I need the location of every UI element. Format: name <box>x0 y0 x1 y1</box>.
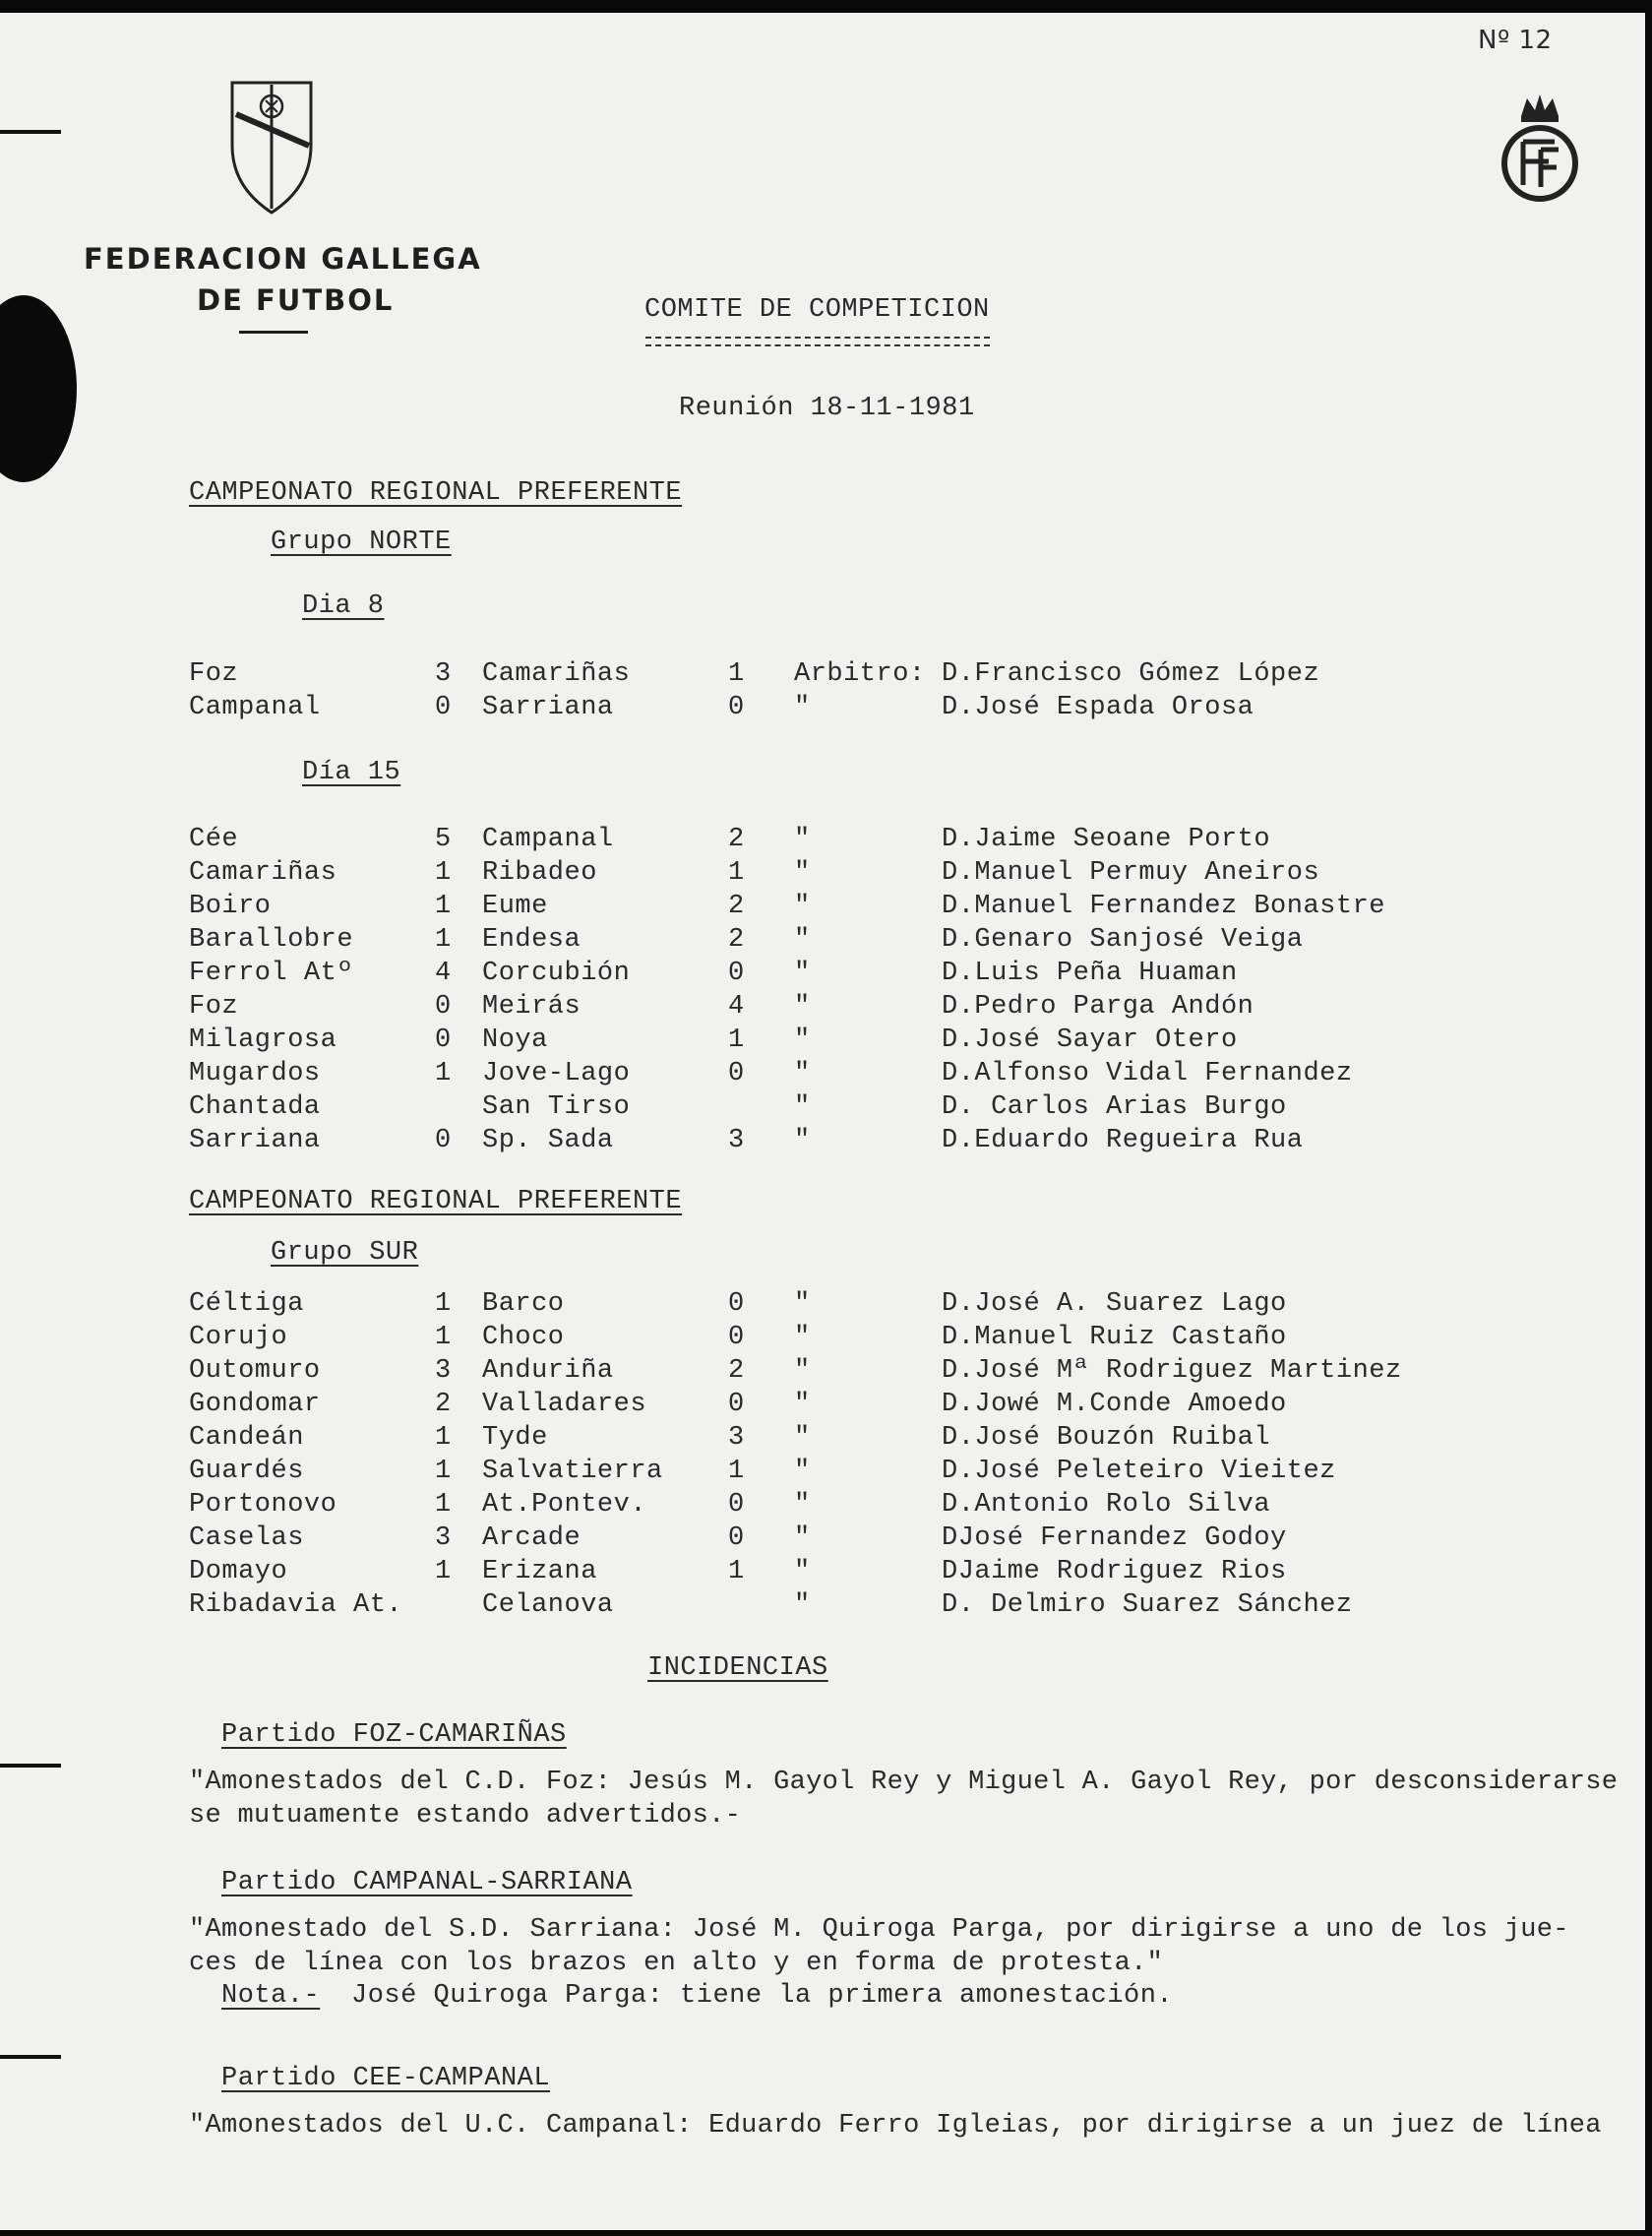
home-team: Boiro <box>189 892 272 921</box>
away-team: At.Pontev. <box>482 1490 647 1520</box>
referee-separator: " <box>794 1423 811 1453</box>
scan-border-top <box>0 0 1652 13</box>
away-score: 2 <box>728 892 745 921</box>
referee-name: D.José Sayar Otero <box>942 1025 1238 1055</box>
referee-separator: " <box>794 1126 811 1155</box>
referee-name: D.Manuel Permuy Aneiros <box>942 858 1320 888</box>
away-score: 0 <box>728 1490 745 1520</box>
away-team: Valladares <box>482 1390 647 1419</box>
away-score: 2 <box>728 825 745 854</box>
referee-name: D.Manuel Ruiz Castaño <box>942 1323 1287 1352</box>
home-score: 3 <box>435 659 452 689</box>
home-score: 1 <box>435 892 452 921</box>
home-score: 1 <box>435 858 452 888</box>
incident-note-label: Nota.- <box>221 1981 321 2011</box>
incident-heading: Partido CAMPANAL-SARRIANA <box>221 1868 633 1897</box>
home-team: Campanal <box>189 693 321 722</box>
home-score: 1 <box>435 1423 452 1453</box>
referee-name: D.Pedro Parga Andón <box>942 992 1254 1022</box>
incident-heading: Partido FOZ-CAMARIÑAS <box>221 1720 567 1750</box>
home-team: Cée <box>189 825 239 854</box>
referee-name: D.José Bouzón Ruibal <box>942 1423 1271 1453</box>
home-team: Ribadavia At. <box>189 1590 403 1620</box>
incident-heading: Partido CEE-CAMPANAL <box>221 2064 551 2093</box>
referee-separator: " <box>794 1092 811 1122</box>
home-score: 0 <box>435 992 452 1022</box>
referee-separator: " <box>794 1490 811 1520</box>
home-score: 4 <box>435 959 452 988</box>
referee-separator: " <box>794 959 811 988</box>
scan-border-right <box>1645 0 1652 2236</box>
referee-separator: " <box>794 1025 811 1055</box>
title-double-rule <box>645 337 990 346</box>
away-score: 2 <box>728 1356 745 1386</box>
incident-text: "Amonestados del C.D. Foz: Jesús M. Gayol Rey y Miguel A. Gayol Rey, por desconsiderarse se mutuamente estando advertidos.- <box>189 1768 1619 1831</box>
norte-group-title: Grupo NORTE <box>271 528 452 557</box>
referee-separator: " <box>794 1457 811 1486</box>
home-score: 1 <box>435 1490 452 1520</box>
home-score: 0 <box>435 693 452 722</box>
referee-name: D.Antonio Rolo Silva <box>942 1490 1271 1520</box>
away-score: 0 <box>728 1390 745 1419</box>
home-team: Mugardos <box>189 1059 321 1088</box>
home-score: 0 <box>435 1126 452 1155</box>
referee-name: D.Jaime Seoane Porto <box>942 825 1271 854</box>
binder-mark <box>0 1764 61 1768</box>
punch-hole <box>0 295 77 482</box>
home-team: Sarriana <box>189 1126 321 1155</box>
home-team: Domayo <box>189 1557 288 1586</box>
home-team: Candeán <box>189 1423 304 1453</box>
referee-name: D.José Peleteiro Vieitez <box>942 1457 1336 1486</box>
referee-separator: " <box>794 1557 811 1586</box>
away-team: Anduriña <box>482 1356 614 1386</box>
referee-separator: " <box>794 1390 811 1419</box>
referee-separator: " <box>794 825 811 854</box>
referee-name: D.Alfonso Vidal Fernandez <box>942 1059 1353 1088</box>
incident-note-text: José Quiroga Parga: tiene la primera amonestación. <box>351 1981 1174 2011</box>
referee-separator: " <box>794 925 811 955</box>
home-team: Foz <box>189 992 239 1022</box>
sur-group-title: Grupo SUR <box>271 1238 419 1268</box>
norte-day15-heading: Día 15 <box>302 758 401 787</box>
away-score: 1 <box>728 1557 745 1586</box>
incident-text: "Amonestados del U.C. Campanal: Eduardo Ferro Igleias, por dirigirse a un juez de línea <box>189 2111 1602 2141</box>
away-team: Eume <box>482 892 548 921</box>
referee-separator: " <box>794 992 811 1022</box>
rfef-crest-logo <box>1498 91 1582 205</box>
home-score: 2 <box>435 1390 452 1419</box>
away-team: Camariñas <box>482 659 631 689</box>
home-score: 1 <box>435 1289 452 1319</box>
home-team: Camariñas <box>189 858 337 888</box>
away-team: Tyde <box>482 1423 548 1453</box>
binder-mark <box>0 130 61 134</box>
away-team: Noya <box>482 1025 548 1055</box>
referee-separator: " <box>794 1356 811 1386</box>
referee-name: D.José Mª Rodriguez Martinez <box>942 1356 1402 1386</box>
home-score: 0 <box>435 1025 452 1055</box>
referee-separator: " <box>794 892 811 921</box>
home-team: Gondomar <box>189 1390 321 1419</box>
organization-name-line1: FEDERACION GALLEGA <box>84 242 482 276</box>
home-team: Chantada <box>189 1092 321 1122</box>
referee-separator: " <box>794 1059 811 1088</box>
away-team: Barco <box>482 1289 565 1319</box>
away-score: 1 <box>728 1457 745 1486</box>
binder-mark <box>0 2055 61 2059</box>
home-team: Guardés <box>189 1457 304 1486</box>
referee-separator: " <box>794 1289 811 1319</box>
home-team: Ferrol Atº <box>189 959 354 988</box>
home-score: 1 <box>435 925 452 955</box>
away-score: 0 <box>728 693 745 722</box>
home-team: Caselas <box>189 1523 304 1553</box>
norte-championship-title: CAMPEONATO REGIONAL PREFERENTE <box>189 478 683 508</box>
away-score: 0 <box>728 1323 745 1352</box>
home-score: 3 <box>435 1523 452 1553</box>
away-score: 4 <box>728 992 745 1022</box>
referee-name: D.Francisco Gómez López <box>942 659 1320 689</box>
incidents-title: INCIDENCIAS <box>647 1653 828 1683</box>
referee-name: D.Manuel Fernandez Bonastre <box>942 892 1385 921</box>
sur-championship-title: CAMPEONATO REGIONAL PREFERENTE <box>189 1187 683 1216</box>
away-score: 1 <box>728 659 745 689</box>
referee-name: D.José Espada Orosa <box>942 693 1254 722</box>
away-score: 0 <box>728 1523 745 1553</box>
referee-name: DJosé Fernandez Godoy <box>942 1523 1287 1553</box>
home-team: Outomuro <box>189 1356 321 1386</box>
page-number: Nº 12 <box>1478 26 1553 55</box>
away-score: 3 <box>728 1126 745 1155</box>
referee-separator: " <box>794 1323 811 1352</box>
referee-name: D.Luis Peña Huaman <box>942 959 1238 988</box>
referee-separator: " <box>794 1523 811 1553</box>
away-score: 3 <box>728 1423 745 1453</box>
committee-title: COMITE DE COMPETICION <box>644 295 990 325</box>
home-team: Céltiga <box>189 1289 304 1319</box>
referee-separator: " <box>794 1590 811 1620</box>
away-team: Sarriana <box>482 693 614 722</box>
referee-name: DJaime Rodriguez Rios <box>942 1557 1287 1586</box>
away-team: Arcade <box>482 1523 581 1553</box>
referee-separator: " <box>794 693 811 722</box>
away-score: 1 <box>728 858 745 888</box>
home-score: 3 <box>435 1356 452 1386</box>
home-team: Portonovo <box>189 1490 337 1520</box>
home-score: 1 <box>435 1323 452 1352</box>
away-team: Campanal <box>482 825 614 854</box>
home-team: Corujo <box>189 1323 288 1352</box>
referee-separator: " <box>794 858 811 888</box>
away-score: 0 <box>728 1059 745 1088</box>
referee-name: D. Carlos Arias Burgo <box>942 1092 1287 1122</box>
away-team: Erizana <box>482 1557 597 1586</box>
scan-border-bottom <box>0 2230 1652 2236</box>
referee-name: D. Delmiro Suarez Sánchez <box>942 1590 1353 1620</box>
home-team: Foz <box>189 659 239 689</box>
away-team: Salvatierra <box>482 1457 663 1486</box>
away-score: 1 <box>728 1025 745 1055</box>
away-team: Jove-Lago <box>482 1059 631 1088</box>
incident-text: "Amonestado del S.D. Sarriana: José M. Quiroga Parga, por dirigirse a uno de los jue- ces de línea con los brazos en alto y en forma de protesta." <box>189 1915 1569 1978</box>
referee-name: D.José A. Suarez Lago <box>942 1289 1287 1319</box>
norte-day8-heading: Dia 8 <box>302 591 385 621</box>
home-score: 1 <box>435 1059 452 1088</box>
away-team: San Tirso <box>482 1092 631 1122</box>
federation-shield-logo <box>226 77 317 217</box>
meeting-date: Reunión 18-11-1981 <box>679 394 975 423</box>
home-team: Barallobre <box>189 925 354 955</box>
referee-name: D.Eduardo Regueira Rua <box>942 1126 1304 1155</box>
away-score: 2 <box>728 925 745 955</box>
away-team: Endesa <box>482 925 581 955</box>
home-score: 1 <box>435 1457 452 1486</box>
away-team: Meirás <box>482 992 581 1022</box>
referee-name: D.Genaro Sanjosé Veiga <box>942 925 1304 955</box>
referee-name: D.Jowé M.Conde Amoedo <box>942 1390 1287 1419</box>
home-score: 5 <box>435 825 452 854</box>
away-score: 0 <box>728 959 745 988</box>
away-team: Ribadeo <box>482 858 597 888</box>
away-team: Celanova <box>482 1590 614 1620</box>
away-team: Choco <box>482 1323 565 1352</box>
home-team: Milagrosa <box>189 1025 337 1055</box>
home-score: 1 <box>435 1557 452 1586</box>
referee-separator: Arbitro: <box>794 659 926 689</box>
away-team: Corcubión <box>482 959 631 988</box>
away-team: Sp. Sada <box>482 1126 614 1155</box>
organization-underline <box>239 331 308 334</box>
organization-name-line2: DE FUTBOL <box>197 283 395 317</box>
away-score: 0 <box>728 1289 745 1319</box>
